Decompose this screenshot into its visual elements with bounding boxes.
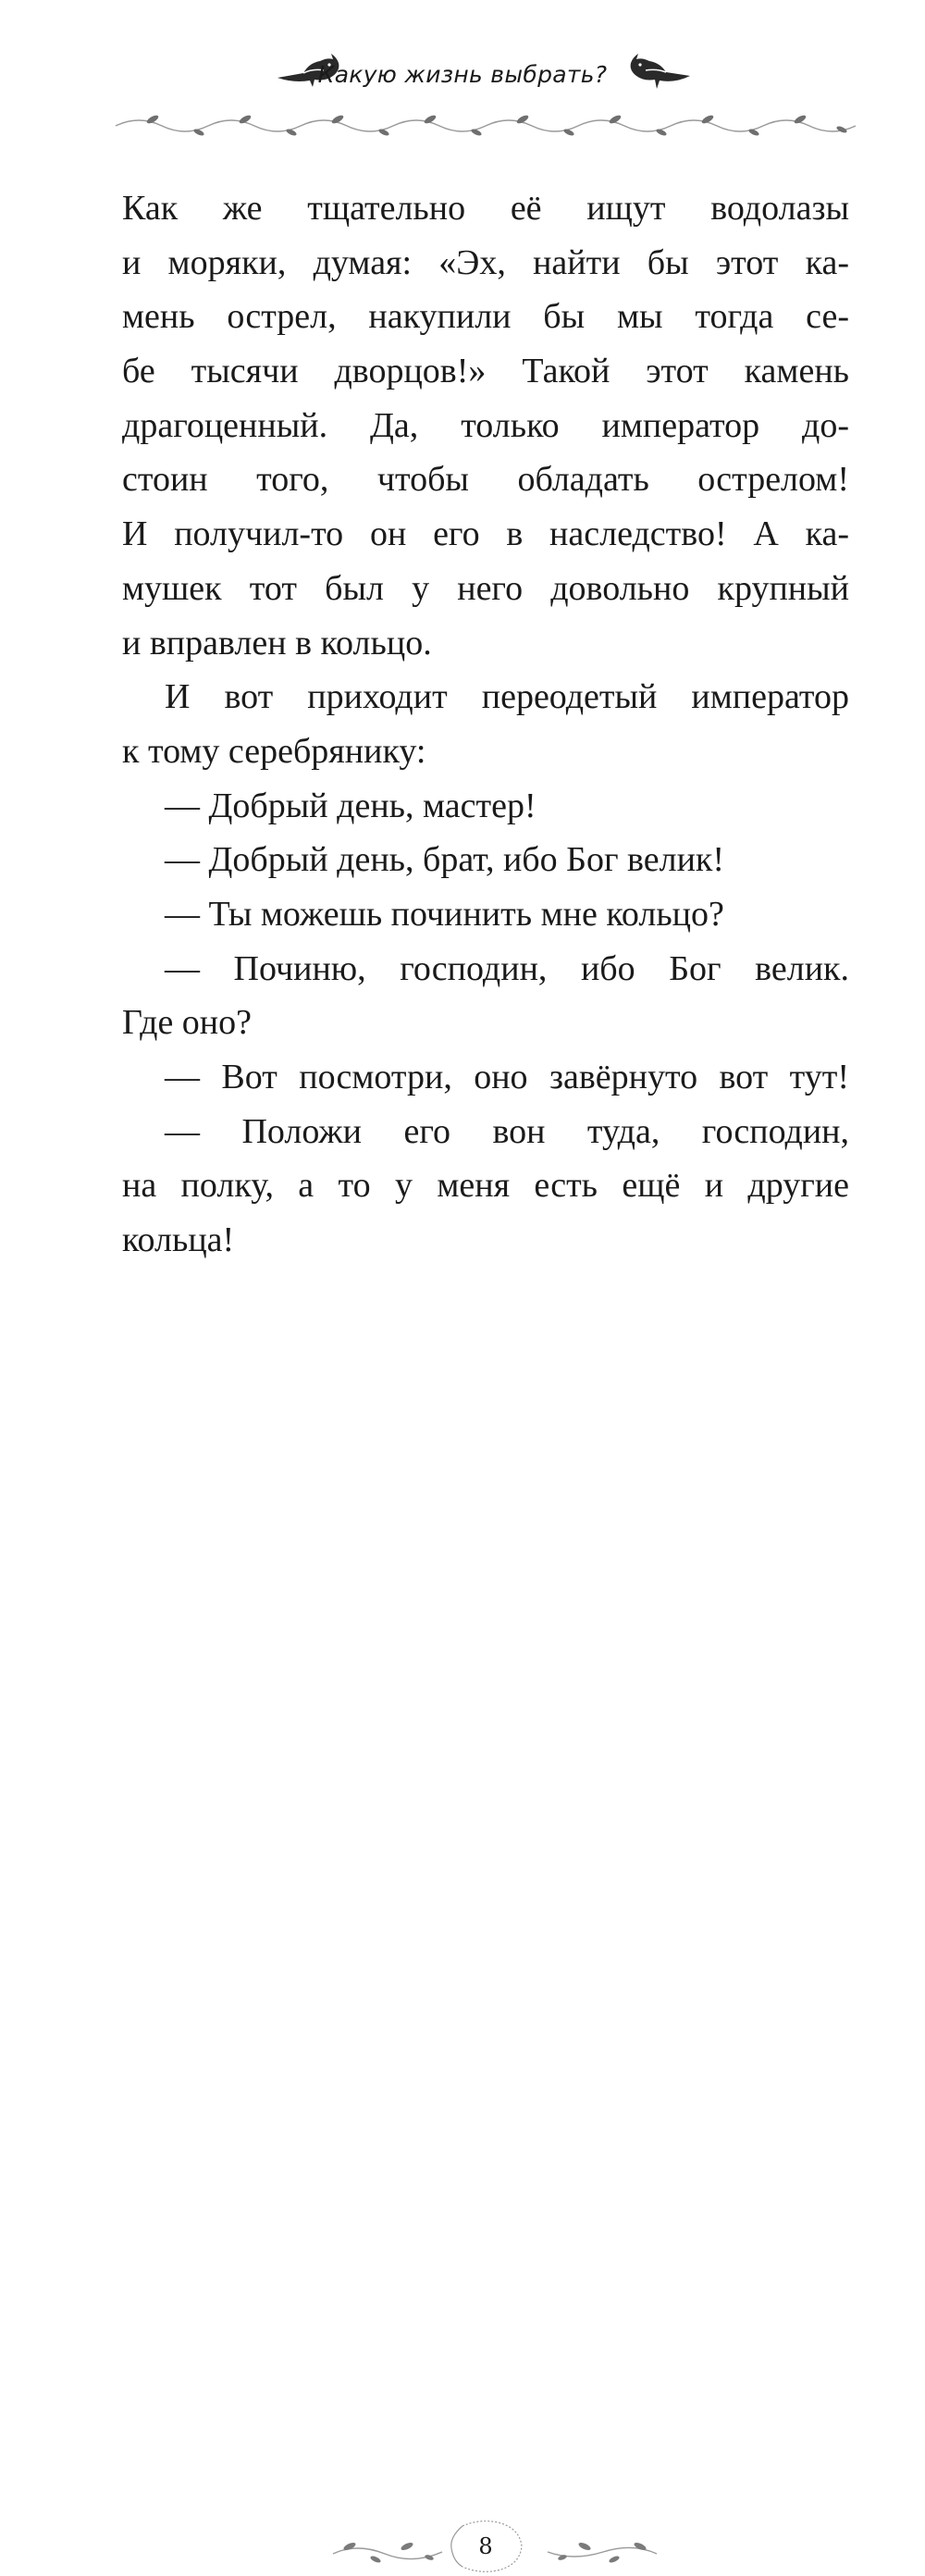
text-line: — Ты можешь починить мне кольцо?: [165, 894, 724, 934]
running-header: [0, 0, 925, 157]
text-line: мень острел, накупили бы мы тогда се-: [122, 297, 849, 337]
vine-ornament-icon: [116, 109, 856, 142]
text-line: мушек тот был у него довольно крупный: [122, 568, 849, 608]
text-line: — Добрый день, брат, ибо Бог велик!: [165, 840, 725, 880]
text-line: — Починю, господин, ибо Бог велик.: [165, 948, 849, 988]
text-line: — Положи его вон туда, господин,: [165, 1111, 849, 1151]
text-line: — Вот посмотри, оно завёрнуто вот тут!: [165, 1058, 849, 1096]
text-line: и моряки, думая: «Эх, найти бы этот ка-: [122, 242, 849, 282]
text-line: драгоценный. Да, только император до-: [122, 405, 849, 445]
page-footer: [0, 1258, 925, 2559]
vine-ornament-icon: [546, 2533, 660, 2570]
body-text: [122, 181, 849, 1268]
text-line: стоин того, чтобы обладать острелом!: [122, 460, 849, 500]
text-line: и вправлен в кольцо.: [122, 623, 432, 663]
text-line: бе тысячи дворцов!» Такой этот камень: [122, 352, 849, 391]
text-line: на полку, а то у меня есть ещё и другие: [122, 1166, 849, 1206]
text-line: — Добрый день, мастер!: [165, 786, 536, 825]
bird-icon: [625, 50, 692, 93]
text-line: кольца!: [122, 1220, 235, 1260]
text-line: И вот приходит переодетый император: [165, 677, 849, 717]
text-line: И получил-то он его в наследство! А ка-: [122, 514, 849, 554]
vine-ornament-icon: [329, 2533, 444, 2570]
text-line: к тому серебрянику:: [122, 731, 426, 771]
text-line: Где оно?: [122, 1003, 253, 1043]
page-number: 8: [478, 2533, 493, 2559]
header-title: Какую жизнь выбрать?: [317, 61, 608, 88]
text-line: Как же тщательно её ищут водолазы: [122, 189, 849, 228]
